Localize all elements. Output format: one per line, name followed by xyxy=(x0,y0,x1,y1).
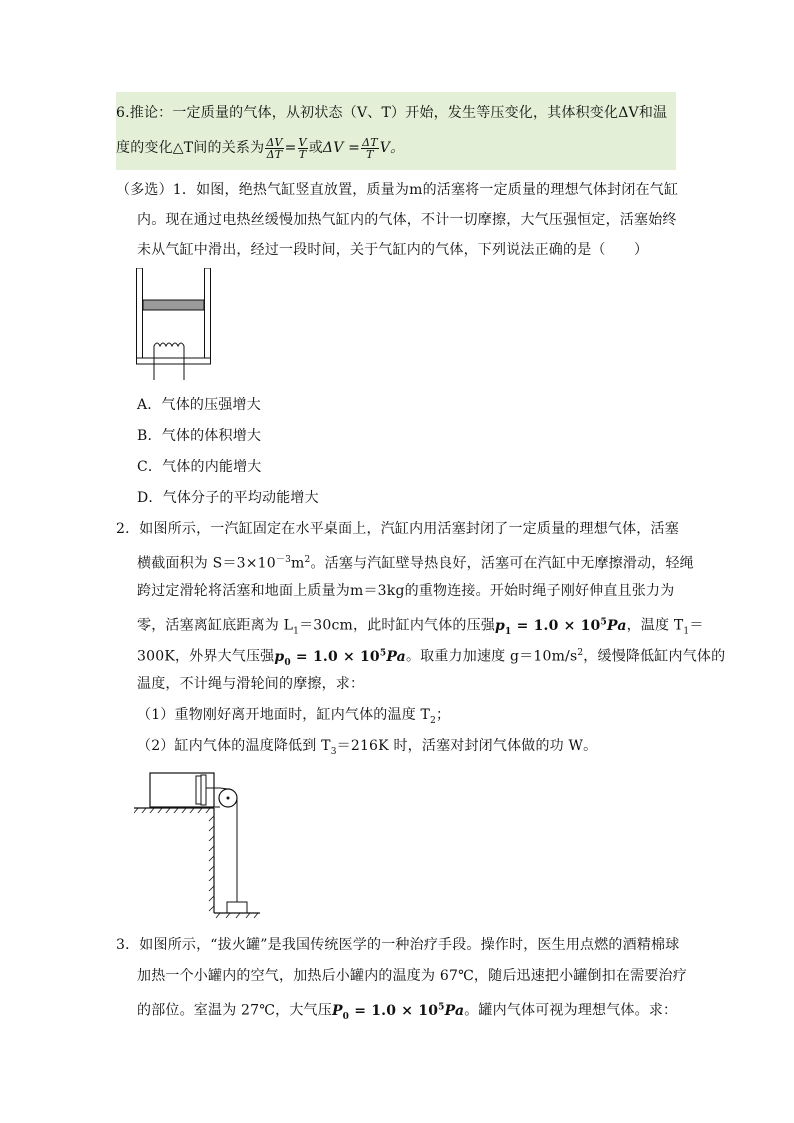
frac-den: T xyxy=(366,147,374,161)
section6-line2 xyxy=(116,134,404,162)
q2-line4 xyxy=(137,612,704,641)
sup: 5 xyxy=(600,617,607,627)
q3-line3-b: 。罐内气体可视为理想气体。求： xyxy=(464,1002,678,1019)
q2-sub2 xyxy=(137,736,597,762)
fraction-V-T xyxy=(298,137,308,160)
q2-line2 xyxy=(137,550,694,574)
q2-line4-d: ＝ xyxy=(689,617,704,634)
q1-option-d: D．气体分子的平均动能增大 xyxy=(137,490,319,506)
q2-line4-c: ，温度 T xyxy=(626,617,684,634)
q2-line6: 温度，不计绳与滑轮间的摩擦，求： xyxy=(137,676,365,692)
q2-line5-c: ，缓慢降低缸内气体的 xyxy=(583,648,726,665)
sub: 0 xyxy=(284,657,291,668)
p0-symbol: p xyxy=(274,648,285,665)
section6-line1: 6.推论：一定质量的气体，从初状态（V、T）开始，发生等压变化，其体积变化ΔV和温 xyxy=(116,105,668,121)
q2-sub1-a: （1）重物刚好离开地面时，缸内气体的温度 T xyxy=(137,707,431,723)
q1-line3: 未从气缸中滑出，经过一段时间，关于气缸内的气体，下列说法正确的是（ ） xyxy=(137,242,649,258)
sup: 2 xyxy=(304,555,311,565)
sub: 1 xyxy=(293,626,300,637)
q1-option-a: A．气体的压强增大 xyxy=(137,397,261,413)
frac-den: T xyxy=(298,147,307,161)
sub: 3 xyxy=(330,746,337,757)
unit: Pa xyxy=(606,617,627,634)
P0-symbol: P xyxy=(331,1002,343,1019)
q2-line4-b: ＝30cm，此时缸内气体的压强 xyxy=(299,617,496,634)
q2-sub1-b: ； xyxy=(436,707,451,723)
P0-value: = 1.0 × 10 xyxy=(349,1002,439,1019)
q2-sub2-b: ＝216K 时，活塞对封闭气体做的功 W。 xyxy=(336,738,598,754)
sub: 0 xyxy=(342,1011,350,1022)
sub: 1 xyxy=(683,626,690,637)
q3-line3-a: 的部位。室温为 27℃，大气压 xyxy=(137,1002,332,1019)
q2-line5-b: 。取重力加速度 g＝10m/s xyxy=(405,648,578,665)
dV-eq: ΔV = xyxy=(322,140,361,156)
or-text: 或 xyxy=(308,140,323,156)
q2-line2-c: 。活塞与汽缸壁导热良好，活塞可在汽缸中无摩擦滑动，轻绳 xyxy=(310,555,694,572)
q1-option-b: B．气体的体积增大 xyxy=(137,428,262,444)
sup: 5 xyxy=(379,648,387,658)
section6-line2-prefix: 度的变化△T间的关系为 xyxy=(116,140,265,156)
q2-line2-b: m xyxy=(291,555,305,572)
fraction-dT-T xyxy=(361,137,379,160)
formula-tail: V。 xyxy=(379,140,405,156)
q3-line2: 加热一个小罐内的空气，加热后小罐内的温度为 67℃，随后迅速把小罐倒扣在需要治疗 xyxy=(137,968,687,984)
sup: 5 xyxy=(438,1002,445,1012)
frac-num: ΔV xyxy=(266,135,283,149)
cylinder-diagram xyxy=(136,268,216,380)
frac-den: ΔT xyxy=(266,147,283,161)
q3-line3 xyxy=(137,997,677,1026)
sub: 1 xyxy=(505,626,512,637)
sub: 2 xyxy=(430,715,437,726)
equals-sign: = xyxy=(284,140,297,156)
q1-option-c: C．气体的内能增大 xyxy=(137,459,262,475)
sup: 2 xyxy=(577,648,584,658)
q2-line1: 2．如图所示，一汽缸固定在水平桌面上，汽缸内用活塞封闭了一定质量的理想气体，活塞 xyxy=(116,521,679,537)
q2-line2-a: 横截面积为 S＝3×10 xyxy=(137,555,276,572)
q2-line3: 跨过定滑轮将活塞和地面上质量为m＝3kg的重物连接。开始时绳子刚好伸直且张力为 xyxy=(137,583,675,599)
q2-line4-a: 零，活塞离缸底距离为 L xyxy=(137,617,294,634)
fraction-dV-dT xyxy=(265,137,283,160)
q3-line1: 3．如图所示，“拔火罐”是我国传统医学的一种治疗手段。操作时，医生用点燃的酒精棉球 xyxy=(116,937,680,953)
frac-num: V xyxy=(298,135,307,149)
p1-value: = 1.0 × 10 xyxy=(511,617,601,634)
frac-num: ΔT xyxy=(362,135,378,149)
q1-line2: 内。现在通过电热丝缓慢加热气缸内的气体，不计一切摩擦，大气压强恒定，活塞始终 xyxy=(137,212,677,228)
unit: Pa xyxy=(444,1002,465,1019)
unit: Pa xyxy=(386,648,406,665)
q2-line5-a: 300K，外界大气压强 xyxy=(137,648,275,665)
sup: －3 xyxy=(275,555,292,565)
q2-sub2-a: （2）缸内气体的温度降低到 T xyxy=(137,738,331,754)
p0-value: = 1.0 × 10 xyxy=(290,648,380,665)
q1-line1: （多选）1．如图，绝热气缸竖直放置，质量为m的活塞将一定质量的理想气体封闭在气缸 xyxy=(116,182,679,198)
q2-line5 xyxy=(137,643,725,672)
q2-sub1 xyxy=(137,705,450,731)
cylinder-pulley-diagram xyxy=(134,770,260,920)
p1-symbol: p xyxy=(495,617,506,634)
